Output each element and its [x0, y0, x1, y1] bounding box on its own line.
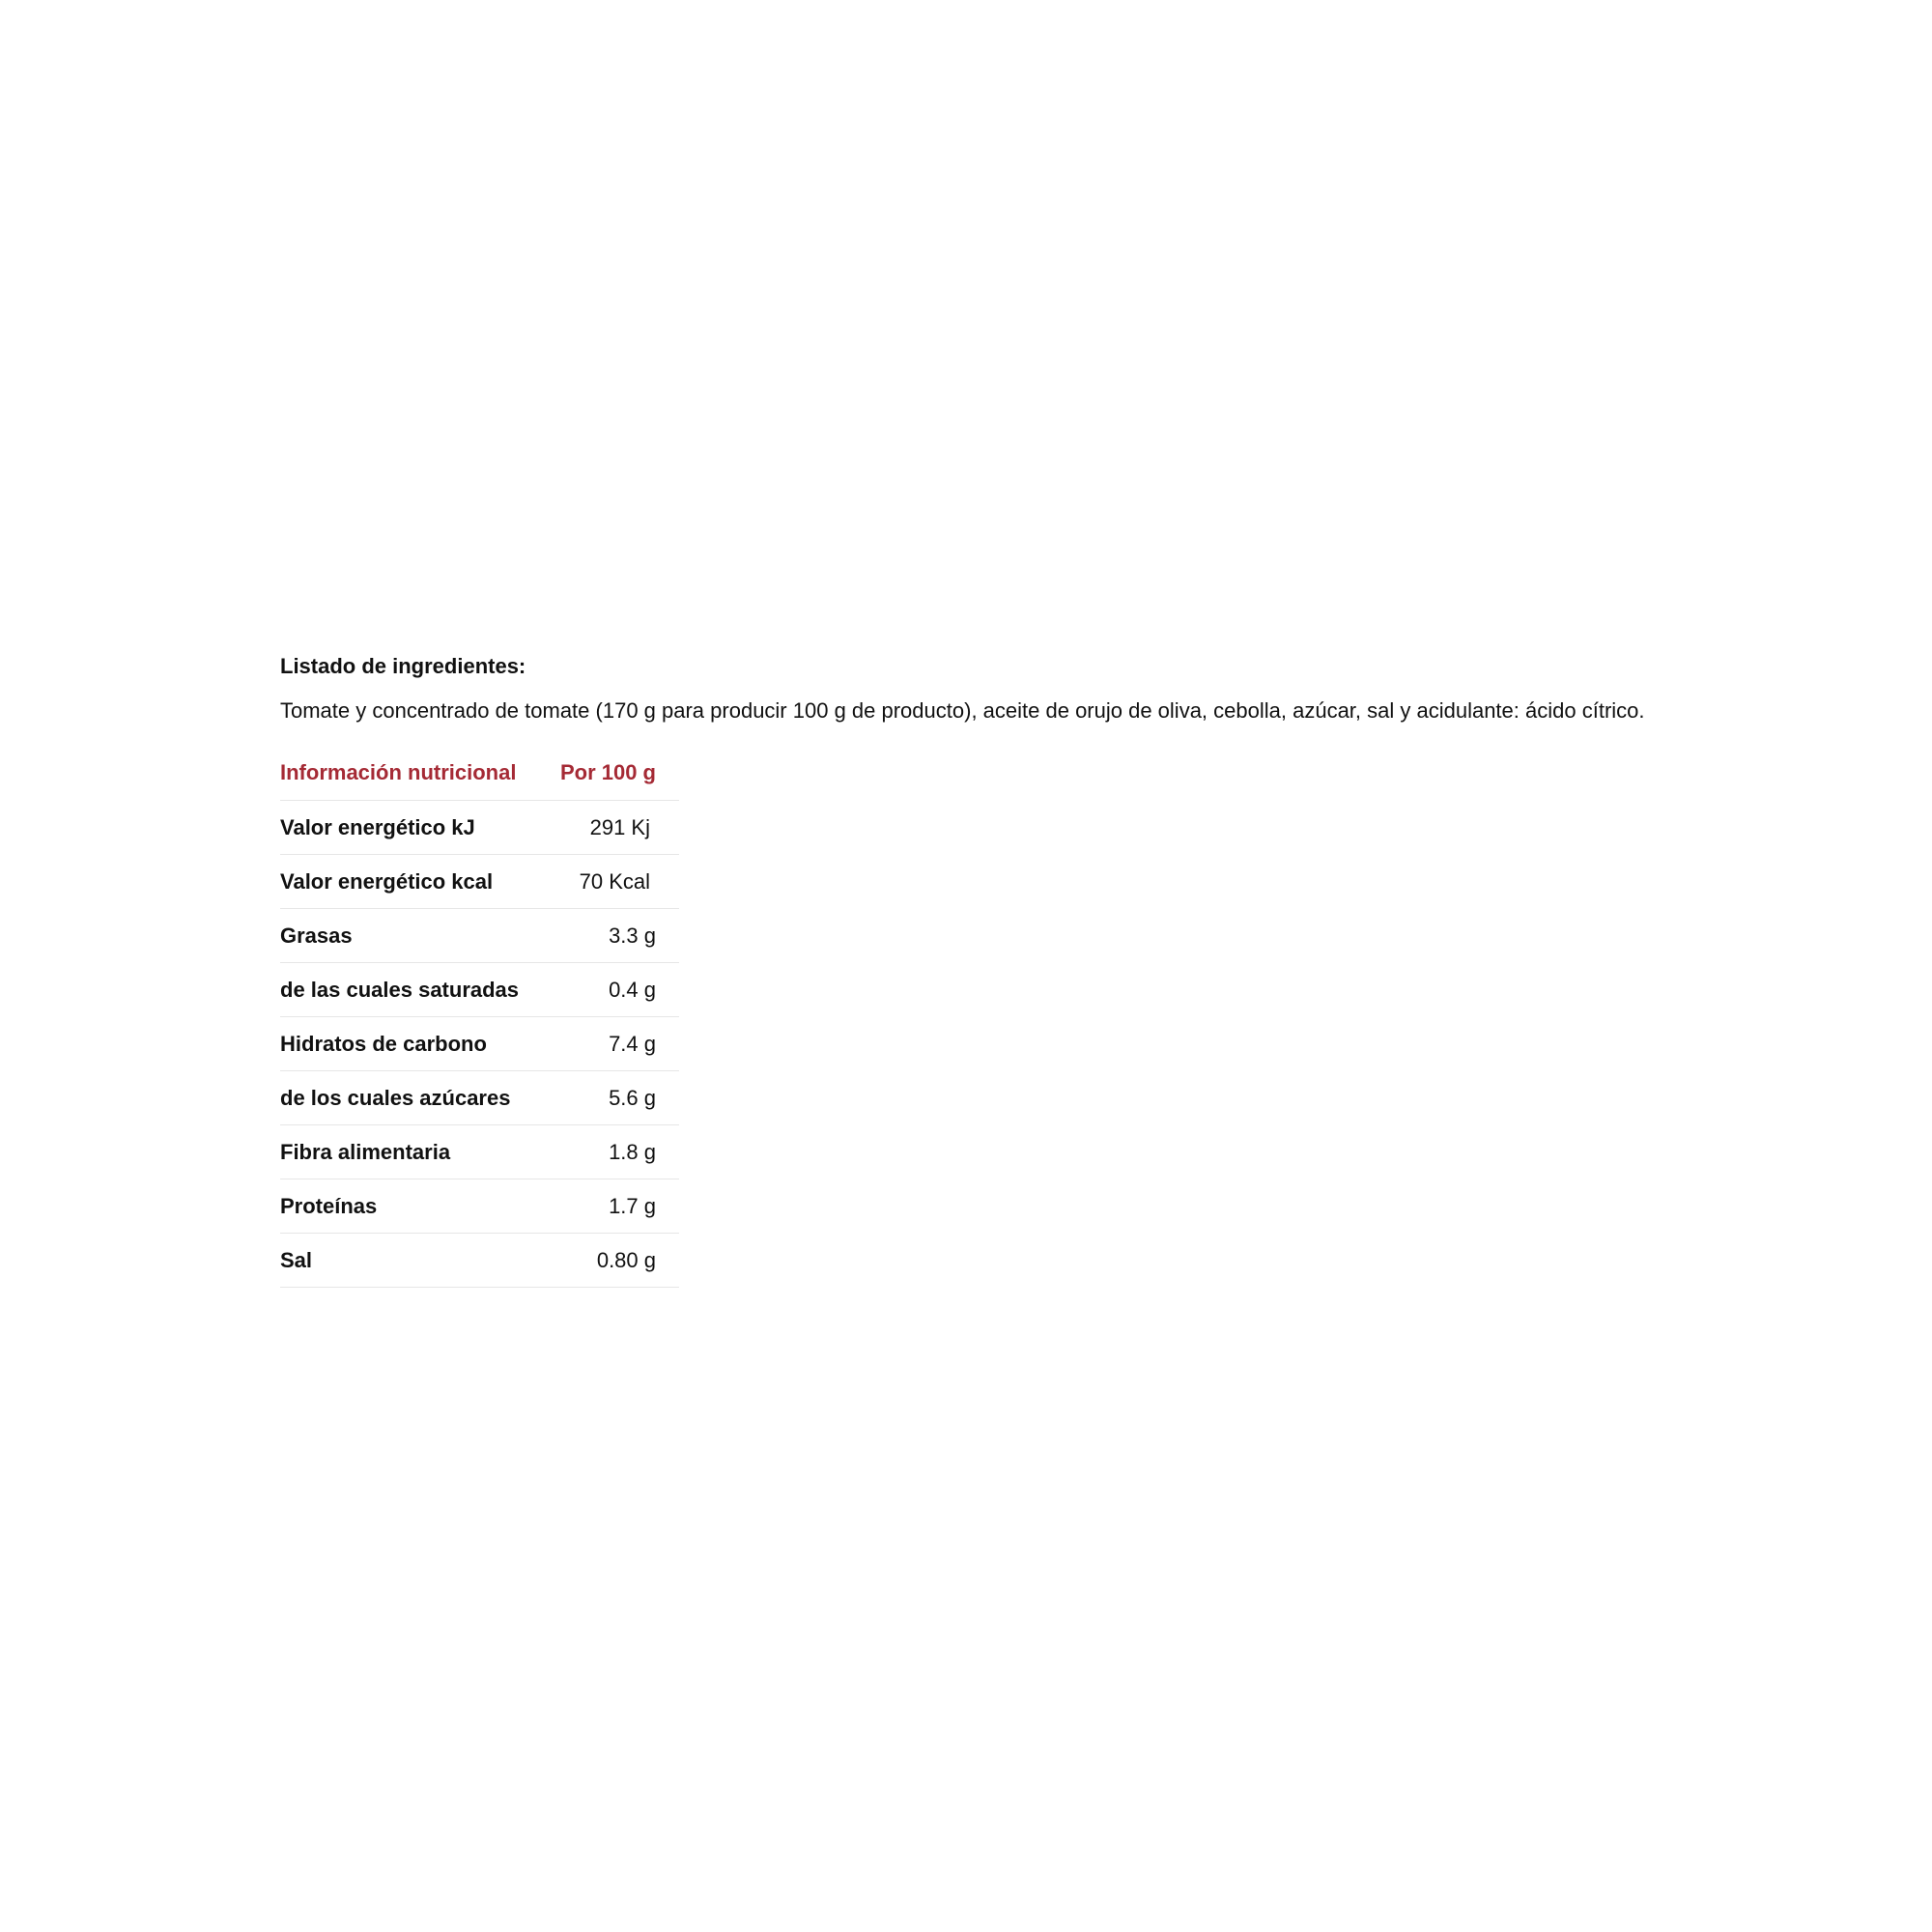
- nutrient-value: 70 Kcal: [547, 855, 679, 909]
- nutrient-value: 291 Kj: [547, 801, 679, 855]
- product-info-section: [280, 649, 1729, 1288]
- nutrition-header-row: [280, 746, 679, 801]
- nutrient-label: de los cuales azúcares: [280, 1071, 547, 1125]
- nutrient-value: 0.4 g: [547, 963, 679, 1017]
- nutrition-row-carbohydrates: [280, 1017, 679, 1071]
- nutrient-label: Valor energético kJ: [280, 801, 547, 855]
- nutrition-row-saturated-fat: [280, 963, 679, 1017]
- nutrition-table: [280, 746, 679, 1288]
- nutrition-row-energy-kj: [280, 801, 679, 855]
- nutrient-value: 3.3 g: [547, 909, 679, 963]
- nutrient-label: Grasas: [280, 909, 547, 963]
- nutrient-value: 1.8 g: [547, 1125, 679, 1179]
- nutrition-row-energy-kcal: [280, 855, 679, 909]
- nutrient-label: Valor energético kcal: [280, 855, 547, 909]
- nutrient-value: 1.7 g: [547, 1179, 679, 1234]
- nutrient-label: de las cuales saturadas: [280, 963, 547, 1017]
- nutrient-value: 7.4 g: [547, 1017, 679, 1071]
- nutrition-row-fat: [280, 909, 679, 963]
- nutrition-header-label: Información nutricional: [280, 746, 547, 801]
- nutrient-label: Fibra alimentaria: [280, 1125, 547, 1179]
- nutrient-label: Hidratos de carbono: [280, 1017, 547, 1071]
- nutrient-label: Proteínas: [280, 1179, 547, 1234]
- nutrition-header-value: Por 100 g: [547, 746, 679, 801]
- nutrient-label: Sal: [280, 1234, 547, 1288]
- nutrition-row-salt: [280, 1234, 679, 1288]
- nutrition-row-protein: [280, 1179, 679, 1234]
- ingredients-heading: Listado de ingredientes:: [280, 654, 526, 678]
- nutrition-row-fiber: [280, 1125, 679, 1179]
- nutrition-row-sugars: [280, 1071, 679, 1125]
- ingredients-text: Tomate y concentrado de tomate (170 g para producir 100 g de producto), aceite de orujo de oliva, cebolla, azúcar, sal y acidulante: ácido cítrico.: [280, 698, 1645, 723]
- nutrient-value: 5.6 g: [547, 1071, 679, 1125]
- nutrient-value: 0.80 g: [547, 1234, 679, 1288]
